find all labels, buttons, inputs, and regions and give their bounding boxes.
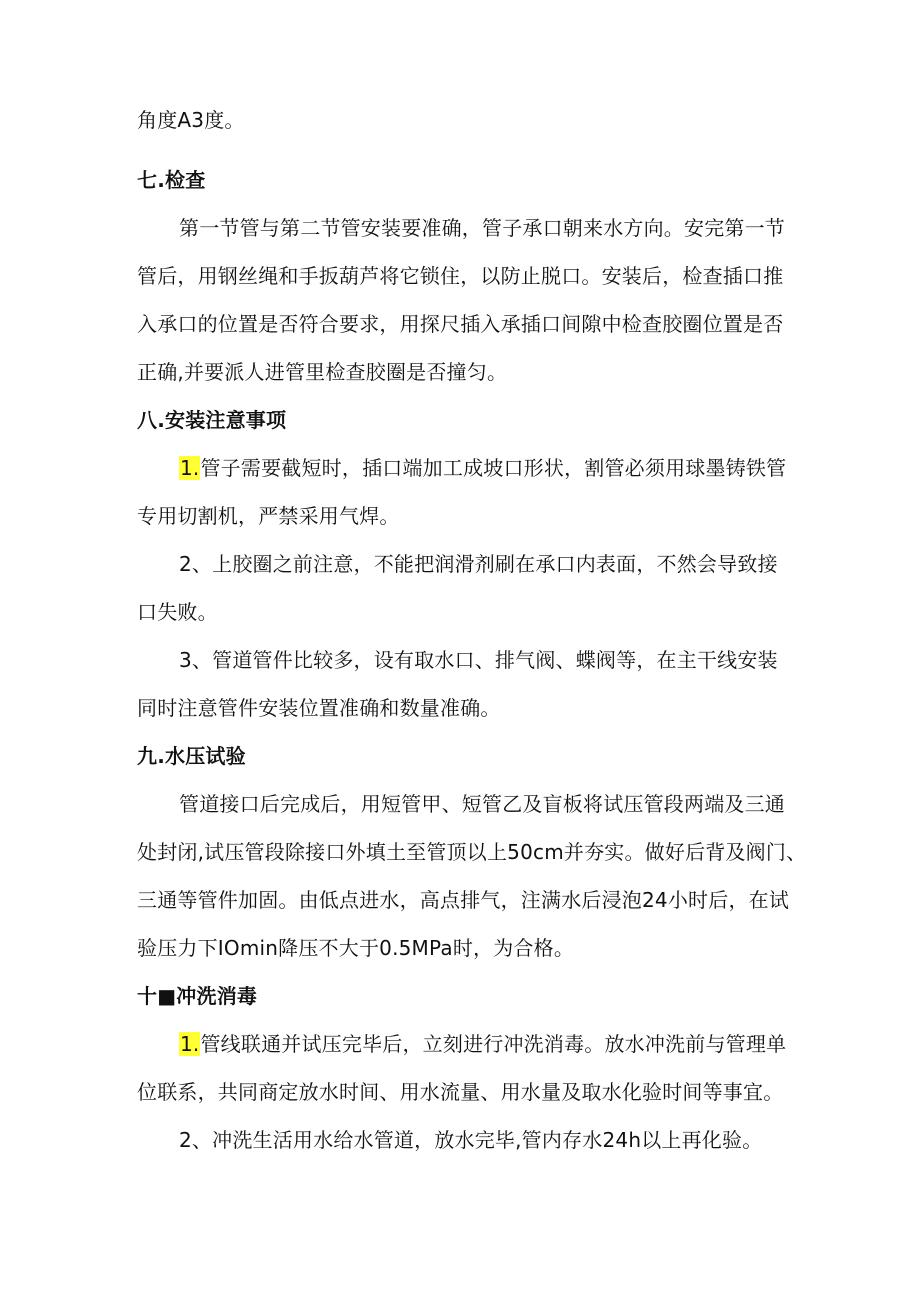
text-line: 三通等管件加固。由低点进水，高点排气，注满水后浸泡24小时后，在试: [137, 888, 790, 912]
highlighted-number: 1.: [180, 1032, 200, 1056]
text-line: [179, 1030, 839, 1058]
text-line: 2、上胶圈之前注意，不能把润滑剂刷在承口内表面，不然会导致接: [179, 552, 778, 576]
text-line: 管道接口后完成后，用短管甲、短管乙及盲板将试压管段两端及三通: [179, 792, 785, 816]
section-heading-8: 八.安装注意事项: [137, 408, 287, 432]
text-fragment: 管子需要截短时，插口端加工成坡口形状，割管必须用球墨铸铁管: [200, 456, 787, 480]
text-line: 专用切割机，严禁采用气焊。: [137, 504, 400, 528]
highlighted-number: 1.: [180, 456, 200, 480]
text-line: 角度A3度。: [137, 108, 245, 132]
text-line: 2、冲洗生活用水给水管道，放水完毕,管内存水24h以上再化验。: [179, 1128, 763, 1152]
text-line: [179, 454, 839, 482]
text-line: 位联系，共同商定放水时间、用水流量、用水量及取水化验时间等事宜。: [137, 1080, 784, 1104]
text-line: 入承口的位置是否符合要求，用探尺插入承插口间隙中检查胶圈位置是否: [137, 312, 784, 336]
text-line: 第一节管与第二节管安装要准确，管子承口朝来水方向。安完第一节: [179, 216, 785, 240]
section-heading-7: 七.检查: [137, 168, 206, 192]
text-line: 3、管道管件比较多，设有取水口、排气阀、蝶阀等，在主干线安装: [179, 648, 778, 672]
text-line: 同时注意管件安装位置准确和数量准确。: [137, 696, 501, 720]
section-heading-9: 九.水压试验: [137, 744, 246, 768]
text-line: 正确,并要派人进管里检查胶圈是否撞匀。: [137, 360, 508, 384]
text-line: 验压力下IOmin降压不大于0.5MPa时，为合格。: [137, 936, 575, 960]
text-line: 口失败。: [137, 600, 218, 624]
text-fragment: 管线联通并试压完毕后，立刻进行冲洗消毒。放水冲洗前与管理单: [200, 1032, 787, 1056]
section-heading-10: 十■冲洗消毒: [137, 984, 258, 1008]
text-line: 处封闭,试压管段除接口外填土至管顶以上50cm并夯实。做好后背及阀门、: [137, 840, 807, 864]
text-line: 管后，用钢丝绳和手扳葫芦将它锁住，以防止脱口。安装后，检查插口推: [137, 264, 784, 288]
